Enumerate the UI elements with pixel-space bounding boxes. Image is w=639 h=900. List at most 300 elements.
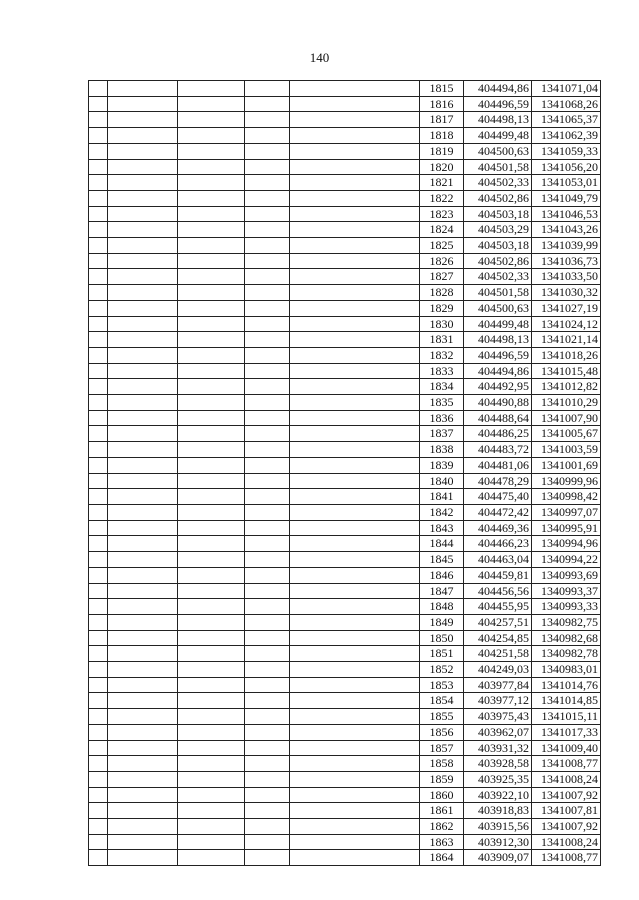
empty-cell-2: [108, 850, 178, 866]
y-coordinate-cell: 1340983,01: [532, 662, 601, 678]
empty-cell-3: [178, 269, 245, 285]
table-row: [89, 395, 601, 411]
empty-cell-2: [108, 489, 178, 505]
table-row: [89, 850, 601, 866]
empty-cell-2: [108, 756, 178, 772]
point-number-cell: 1822: [420, 190, 464, 206]
empty-cell-3: [178, 756, 245, 772]
y-coordinate-cell: 1340997,07: [532, 504, 601, 520]
empty-cell-4: [245, 426, 290, 442]
empty-cell-4: [245, 347, 290, 363]
empty-cell-4: [245, 567, 290, 583]
empty-cell-5: [290, 190, 420, 206]
empty-cell-2: [108, 332, 178, 348]
table-row: [89, 520, 601, 536]
table-row: [89, 363, 601, 379]
empty-cell-5: [290, 175, 420, 191]
point-number-cell: 1851: [420, 646, 464, 662]
empty-cell-4: [245, 834, 290, 850]
empty-cell-5: [290, 630, 420, 646]
empty-cell-2: [108, 363, 178, 379]
y-coordinate-cell: 1340995,91: [532, 520, 601, 536]
empty-cell-3: [178, 583, 245, 599]
empty-cell-1: [89, 222, 108, 238]
point-number-cell: 1830: [420, 316, 464, 332]
empty-cell-1: [89, 756, 108, 772]
point-number-cell: 1825: [420, 238, 464, 254]
x-coordinate-cell: 404478,29: [464, 473, 532, 489]
empty-cell-2: [108, 96, 178, 112]
empty-cell-5: [290, 740, 420, 756]
empty-cell-5: [290, 363, 420, 379]
empty-cell-5: [290, 112, 420, 128]
table-row: [89, 300, 601, 316]
point-number-cell: 1844: [420, 536, 464, 552]
empty-cell-1: [89, 316, 108, 332]
table-row: [89, 552, 601, 568]
empty-cell-4: [245, 190, 290, 206]
table-row: [89, 128, 601, 144]
empty-cell-5: [290, 614, 420, 630]
empty-cell-2: [108, 269, 178, 285]
empty-cell-5: [290, 677, 420, 693]
y-coordinate-cell: 1341010,29: [532, 395, 601, 411]
empty-cell-1: [89, 175, 108, 191]
y-coordinate-cell: 1341062,39: [532, 128, 601, 144]
empty-cell-2: [108, 834, 178, 850]
empty-cell-1: [89, 834, 108, 850]
empty-cell-2: [108, 567, 178, 583]
y-coordinate-cell: 1341014,85: [532, 693, 601, 709]
y-coordinate-cell: 1341065,37: [532, 112, 601, 128]
empty-cell-4: [245, 756, 290, 772]
point-number-cell: 1846: [420, 567, 464, 583]
table-row: [89, 567, 601, 583]
table-row: [89, 410, 601, 426]
point-number-cell: 1819: [420, 143, 464, 159]
x-coordinate-cell: 404257,51: [464, 614, 532, 630]
table-row: [89, 190, 601, 206]
empty-cell-5: [290, 662, 420, 678]
empty-cell-4: [245, 630, 290, 646]
point-number-cell: 1857: [420, 740, 464, 756]
x-coordinate-cell: 404494,86: [464, 81, 532, 97]
empty-cell-2: [108, 599, 178, 615]
x-coordinate-cell: 404503,18: [464, 206, 532, 222]
y-coordinate-cell: 1341033,50: [532, 269, 601, 285]
empty-cell-5: [290, 269, 420, 285]
point-number-cell: 1823: [420, 206, 464, 222]
empty-cell-1: [89, 536, 108, 552]
y-coordinate-cell: 1341007,90: [532, 410, 601, 426]
table-row: [89, 457, 601, 473]
point-number-cell: 1861: [420, 803, 464, 819]
table-row: [89, 771, 601, 787]
point-number-cell: 1845: [420, 552, 464, 568]
x-coordinate-cell: 404254,85: [464, 630, 532, 646]
y-coordinate-cell: 1341018,26: [532, 347, 601, 363]
table-row: [89, 536, 601, 552]
x-coordinate-cell: 404496,59: [464, 347, 532, 363]
empty-cell-3: [178, 819, 245, 835]
x-coordinate-cell: 404498,13: [464, 112, 532, 128]
table-row: [89, 630, 601, 646]
empty-cell-5: [290, 599, 420, 615]
empty-cell-1: [89, 724, 108, 740]
empty-cell-4: [245, 442, 290, 458]
point-number-cell: 1858: [420, 756, 464, 772]
empty-cell-4: [245, 457, 290, 473]
empty-cell-3: [178, 128, 245, 144]
point-number-cell: 1852: [420, 662, 464, 678]
empty-cell-1: [89, 112, 108, 128]
empty-cell-5: [290, 850, 420, 866]
point-number-cell: 1840: [420, 473, 464, 489]
table-row: [89, 143, 601, 159]
y-coordinate-cell: 1340993,69: [532, 567, 601, 583]
y-coordinate-cell: 1341030,32: [532, 285, 601, 301]
empty-cell-2: [108, 646, 178, 662]
table-row: [89, 599, 601, 615]
empty-cell-5: [290, 143, 420, 159]
empty-cell-1: [89, 740, 108, 756]
y-coordinate-cell: 1340994,96: [532, 536, 601, 552]
empty-cell-4: [245, 489, 290, 505]
y-coordinate-cell: 1341008,77: [532, 756, 601, 772]
y-coordinate-cell: 1341008,24: [532, 771, 601, 787]
empty-cell-5: [290, 756, 420, 772]
x-coordinate-cell: 403925,35: [464, 771, 532, 787]
page-number: 140: [309, 50, 330, 65]
empty-cell-4: [245, 379, 290, 395]
empty-cell-2: [108, 222, 178, 238]
empty-cell-3: [178, 614, 245, 630]
table-row: [89, 285, 601, 301]
empty-cell-2: [108, 662, 178, 678]
empty-cell-3: [178, 504, 245, 520]
empty-cell-3: [178, 567, 245, 583]
y-coordinate-cell: 1341049,79: [532, 190, 601, 206]
table-row: [89, 724, 601, 740]
empty-cell-3: [178, 803, 245, 819]
empty-cell-4: [245, 724, 290, 740]
point-number-cell: 1860: [420, 787, 464, 803]
table-row: [89, 662, 601, 678]
table-row: [89, 504, 601, 520]
point-number-cell: 1821: [420, 175, 464, 191]
empty-cell-1: [89, 159, 108, 175]
point-number-cell: 1850: [420, 630, 464, 646]
empty-cell-3: [178, 787, 245, 803]
empty-cell-5: [290, 395, 420, 411]
empty-cell-1: [89, 599, 108, 615]
point-number-cell: 1847: [420, 583, 464, 599]
empty-cell-3: [178, 677, 245, 693]
x-coordinate-cell: 404492,95: [464, 379, 532, 395]
point-number-cell: 1833: [420, 363, 464, 379]
y-coordinate-cell: 1341043,26: [532, 222, 601, 238]
empty-cell-3: [178, 410, 245, 426]
point-number-cell: 1818: [420, 128, 464, 144]
empty-cell-2: [108, 442, 178, 458]
empty-cell-4: [245, 552, 290, 568]
empty-cell-2: [108, 410, 178, 426]
empty-cell-4: [245, 143, 290, 159]
point-number-cell: 1832: [420, 347, 464, 363]
empty-cell-1: [89, 347, 108, 363]
x-coordinate-cell: 404502,33: [464, 175, 532, 191]
table-row: [89, 112, 601, 128]
empty-cell-3: [178, 520, 245, 536]
table-row: [89, 489, 601, 505]
empty-cell-3: [178, 834, 245, 850]
empty-cell-5: [290, 803, 420, 819]
empty-cell-3: [178, 159, 245, 175]
empty-cell-4: [245, 81, 290, 97]
empty-cell-5: [290, 222, 420, 238]
empty-cell-5: [290, 316, 420, 332]
empty-cell-2: [108, 787, 178, 803]
y-coordinate-cell: 1341009,40: [532, 740, 601, 756]
empty-cell-2: [108, 693, 178, 709]
x-coordinate-cell: 403918,83: [464, 803, 532, 819]
y-coordinate-cell: 1341071,04: [532, 81, 601, 97]
y-coordinate-cell: 1341053,01: [532, 175, 601, 191]
empty-cell-4: [245, 677, 290, 693]
x-coordinate-cell: 404502,86: [464, 253, 532, 269]
empty-cell-4: [245, 850, 290, 866]
table-row: [89, 819, 601, 835]
empty-cell-4: [245, 300, 290, 316]
empty-cell-3: [178, 473, 245, 489]
y-coordinate-cell: 1341012,82: [532, 379, 601, 395]
empty-cell-2: [108, 81, 178, 97]
empty-cell-5: [290, 128, 420, 144]
empty-cell-5: [290, 473, 420, 489]
empty-cell-1: [89, 489, 108, 505]
table-row: [89, 583, 601, 599]
point-number-cell: 1859: [420, 771, 464, 787]
empty-cell-1: [89, 457, 108, 473]
point-number-cell: 1842: [420, 504, 464, 520]
point-number-cell: 1848: [420, 599, 464, 615]
empty-cell-4: [245, 803, 290, 819]
empty-cell-2: [108, 238, 178, 254]
empty-cell-1: [89, 395, 108, 411]
empty-cell-4: [245, 771, 290, 787]
empty-cell-2: [108, 300, 178, 316]
x-coordinate-cell: 403931,32: [464, 740, 532, 756]
y-coordinate-cell: 1341008,77: [532, 850, 601, 866]
empty-cell-3: [178, 222, 245, 238]
x-coordinate-cell: 404481,06: [464, 457, 532, 473]
x-coordinate-cell: 403977,12: [464, 693, 532, 709]
empty-cell-2: [108, 426, 178, 442]
point-number-cell: 1834: [420, 379, 464, 395]
table-row: [89, 159, 601, 175]
y-coordinate-cell: 1340993,33: [532, 599, 601, 615]
empty-cell-2: [108, 771, 178, 787]
empty-cell-5: [290, 567, 420, 583]
empty-cell-2: [108, 112, 178, 128]
empty-cell-4: [245, 159, 290, 175]
empty-cell-1: [89, 646, 108, 662]
point-number-cell: 1849: [420, 614, 464, 630]
y-coordinate-cell: 1341021,14: [532, 332, 601, 348]
point-number-cell: 1864: [420, 850, 464, 866]
empty-cell-3: [178, 740, 245, 756]
table-row: [89, 253, 601, 269]
empty-cell-1: [89, 300, 108, 316]
empty-cell-4: [245, 740, 290, 756]
empty-cell-4: [245, 285, 290, 301]
empty-cell-2: [108, 457, 178, 473]
point-number-cell: 1862: [420, 819, 464, 835]
point-number-cell: 1836: [420, 410, 464, 426]
empty-cell-4: [245, 363, 290, 379]
y-coordinate-cell: 1341007,92: [532, 787, 601, 803]
x-coordinate-cell: 404503,18: [464, 238, 532, 254]
empty-cell-4: [245, 128, 290, 144]
y-coordinate-cell: 1340993,37: [532, 583, 601, 599]
empty-cell-3: [178, 457, 245, 473]
table-row: [89, 238, 601, 254]
x-coordinate-cell: 404496,59: [464, 96, 532, 112]
empty-cell-1: [89, 662, 108, 678]
empty-cell-3: [178, 300, 245, 316]
empty-cell-3: [178, 599, 245, 615]
point-number-cell: 1817: [420, 112, 464, 128]
empty-cell-3: [178, 489, 245, 505]
empty-cell-1: [89, 787, 108, 803]
empty-cell-5: [290, 96, 420, 112]
empty-cell-5: [290, 238, 420, 254]
x-coordinate-cell: 403928,58: [464, 756, 532, 772]
table-row: [89, 206, 601, 222]
x-coordinate-cell: 404502,33: [464, 269, 532, 285]
table-row: [89, 175, 601, 191]
point-number-cell: 1855: [420, 709, 464, 725]
empty-cell-3: [178, 662, 245, 678]
x-coordinate-cell: 404455,95: [464, 599, 532, 615]
empty-cell-1: [89, 567, 108, 583]
x-coordinate-cell: 404459,81: [464, 567, 532, 583]
empty-cell-4: [245, 96, 290, 112]
empty-cell-2: [108, 175, 178, 191]
point-number-cell: 1841: [420, 489, 464, 505]
y-coordinate-cell: 1341007,81: [532, 803, 601, 819]
y-coordinate-cell: 1340982,68: [532, 630, 601, 646]
empty-cell-5: [290, 552, 420, 568]
empty-cell-1: [89, 504, 108, 520]
empty-cell-4: [245, 536, 290, 552]
empty-cell-3: [178, 395, 245, 411]
x-coordinate-cell: 404488,64: [464, 410, 532, 426]
y-coordinate-cell: 1341015,48: [532, 363, 601, 379]
empty-cell-3: [178, 646, 245, 662]
empty-cell-5: [290, 347, 420, 363]
x-coordinate-cell: 404483,72: [464, 442, 532, 458]
table-row: [89, 347, 601, 363]
empty-cell-2: [108, 740, 178, 756]
empty-cell-5: [290, 693, 420, 709]
point-number-cell: 1815: [420, 81, 464, 97]
empty-cell-1: [89, 81, 108, 97]
empty-cell-5: [290, 536, 420, 552]
x-coordinate-cell: 404466,23: [464, 536, 532, 552]
empty-cell-3: [178, 347, 245, 363]
empty-cell-4: [245, 175, 290, 191]
x-coordinate-cell: 404456,56: [464, 583, 532, 599]
y-coordinate-cell: 1341003,59: [532, 442, 601, 458]
x-coordinate-cell: 404500,63: [464, 143, 532, 159]
empty-cell-4: [245, 316, 290, 332]
empty-cell-3: [178, 630, 245, 646]
table-row: [89, 81, 601, 97]
empty-cell-1: [89, 552, 108, 568]
point-number-cell: 1831: [420, 332, 464, 348]
empty-cell-1: [89, 128, 108, 144]
empty-cell-3: [178, 112, 245, 128]
empty-cell-5: [290, 442, 420, 458]
empty-cell-2: [108, 803, 178, 819]
empty-cell-5: [290, 787, 420, 803]
table-row: [89, 379, 601, 395]
table-row: [89, 473, 601, 489]
empty-cell-4: [245, 253, 290, 269]
empty-cell-5: [290, 410, 420, 426]
x-coordinate-cell: 403977,84: [464, 677, 532, 693]
empty-cell-1: [89, 190, 108, 206]
empty-cell-2: [108, 316, 178, 332]
empty-cell-3: [178, 206, 245, 222]
x-coordinate-cell: 404499,48: [464, 128, 532, 144]
y-coordinate-cell: 1340999,96: [532, 473, 601, 489]
empty-cell-5: [290, 646, 420, 662]
empty-cell-4: [245, 819, 290, 835]
empty-cell-3: [178, 536, 245, 552]
empty-cell-2: [108, 520, 178, 536]
empty-cell-4: [245, 410, 290, 426]
table-row: [89, 442, 601, 458]
x-coordinate-cell: 404500,63: [464, 300, 532, 316]
empty-cell-1: [89, 850, 108, 866]
empty-cell-1: [89, 269, 108, 285]
y-coordinate-cell: 1341008,24: [532, 834, 601, 850]
point-number-cell: 1829: [420, 300, 464, 316]
empty-cell-1: [89, 253, 108, 269]
table-row: [89, 269, 601, 285]
empty-cell-3: [178, 316, 245, 332]
empty-cell-1: [89, 630, 108, 646]
empty-cell-2: [108, 190, 178, 206]
y-coordinate-cell: 1340982,75: [532, 614, 601, 630]
table-row: [89, 834, 601, 850]
point-number-cell: 1853: [420, 677, 464, 693]
table-row: [89, 96, 601, 112]
y-coordinate-cell: 1341068,26: [532, 96, 601, 112]
empty-cell-1: [89, 819, 108, 835]
y-coordinate-cell: 1341014,76: [532, 677, 601, 693]
x-coordinate-cell: 404503,29: [464, 222, 532, 238]
x-coordinate-cell: 404486,25: [464, 426, 532, 442]
x-coordinate-cell: 404499,48: [464, 316, 532, 332]
empty-cell-1: [89, 363, 108, 379]
table-row: [89, 222, 601, 238]
empty-cell-2: [108, 552, 178, 568]
empty-cell-1: [89, 410, 108, 426]
x-coordinate-cell: 404475,40: [464, 489, 532, 505]
